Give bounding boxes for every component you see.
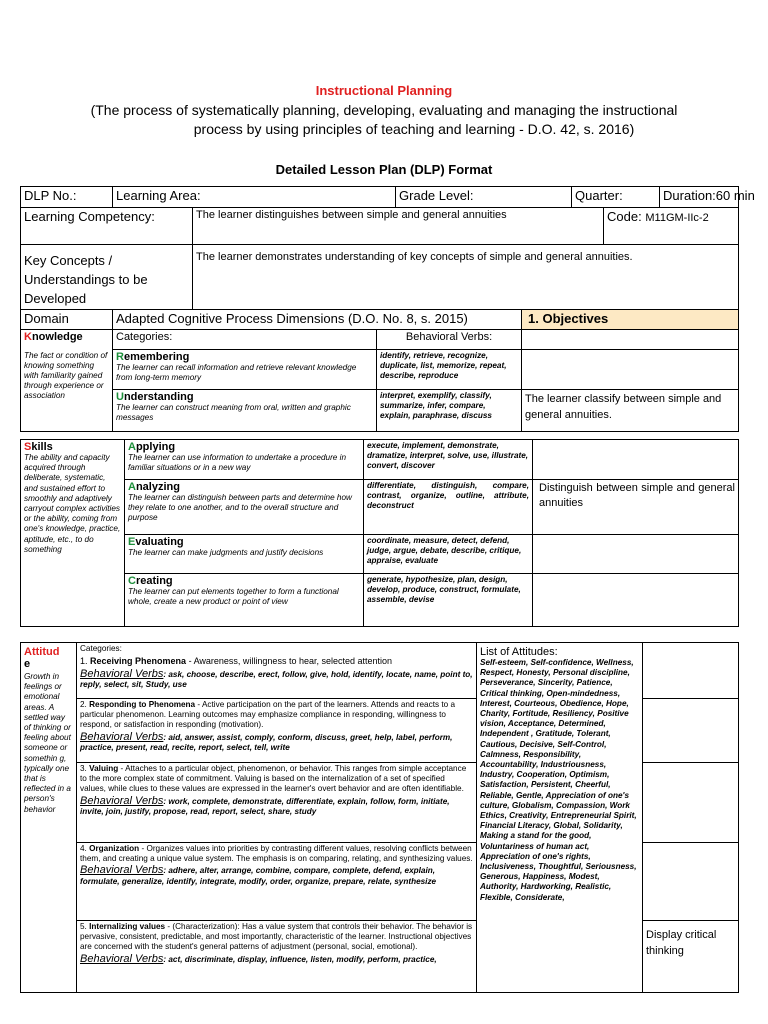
evaluating-objective [533, 535, 739, 574]
applying-cell [125, 440, 364, 480]
understanding-heading: Understanding [116, 391, 194, 403]
internalizing-values-cell [77, 921, 477, 993]
attitude-objective-blank-4 [643, 843, 739, 921]
analyzing-verbs: differentiate, distinguish, compare, contrast, organize, outline, attribute, deconstruct [364, 480, 533, 535]
analyzing-cell [125, 480, 364, 535]
attitude-objective: Display critical thinking [643, 921, 739, 993]
creating-cell [125, 574, 364, 627]
knowledge-initial: K [24, 331, 32, 343]
list-of-attitudes: Self-esteem, Self-confidence, Wellness, Respect, Honesty, Personal discipline, Perseverance, Sincerity, Patience, Critical thinking, Open-mindedness, Interest, Courteous, Obedience, Hope, Charity, Fortitude, Resiliency, Positive vision, Acceptance, Determined, Independent , Gratitude, Tolerant, Cautious, Decisive, Self-Control, Calmness, Responsibility, Accountability, Industriousness, Industry, Cooperation, Optimism, Satisfaction, Persistent, Cheerful, Reliable, Gentle, Appreciation of one's culture, Globalism, Compassion, Work Ethics, Creativity, Entrepreneurial Spirit, Financial Literacy, Global, Solidarity, Making a stand for the good, Voluntariness of human act, Appreciation of one's rights, Inclusiveness, Thoughtful, Seriousness, Generous, Happiness, Modest, Authority, Hardworking, Realistic, Flexible, Considerate, [480, 658, 637, 902]
grade-level-label: Grade Level: [396, 187, 572, 208]
creating-description: The learner can put elements together to form a functional whole, create a new product or point of view [128, 587, 339, 607]
applying-verbs: execute, implement, demonstrate, dramatize, interpret, solve, use, illustrate, convert, discover [364, 440, 533, 480]
organization: 4. Organization - Organizes values into priorities by contrasting different values, resolving conflicts between them, and creating a unique value system. The emphasis is on comparing, relating, and synthesizing values. [80, 844, 473, 864]
adapted-dimensions-label: Adapted Cognitive Process Dimensions (D.O. No. 8, s. 2015) [113, 310, 522, 330]
analyzing-objective: Distinguish between simple and general annuities [533, 480, 739, 535]
attitude-description: Growth in feelings or emotional areas. A settled way of thinking or feeling about someone or somethin g, typically one that is reflected in a person's behavior [24, 672, 71, 814]
organization-verbs: Behavioral Verbs: adhere, alter, arrange, combine, compare, complete, defend, explain, formulate, generalize, identify, integrate, modify, order, organize, prepare, relate, synthesize [80, 864, 437, 886]
applying-objective [533, 440, 739, 480]
attitudes-list-cell [477, 643, 643, 993]
learning-area-label: Learning Area: [113, 187, 396, 208]
skills-domain-cell [21, 440, 125, 627]
skills-table [20, 439, 739, 627]
evaluating-heading: Evaluating [128, 536, 184, 548]
learning-competency-value: The learner distinguishes between simple and general annuities [193, 208, 604, 245]
understanding-description: The learner can construct meaning from oral, written and graphic messages [116, 403, 351, 423]
evaluating-description: The learner can make judgments and justify decisions [128, 548, 324, 557]
objective-blank-1 [522, 330, 739, 350]
knowledge-rest: nowledge [31, 331, 83, 343]
responding-verbs: Behavioral Verbs: aid, answer, assist, comply, conform, discuss, greet, help, label, perform, practice, present, read, recite, report, select, tell, write [80, 730, 453, 752]
understanding-cell [113, 390, 377, 432]
dlp-no-label: DLP No.: [21, 187, 113, 208]
key-concepts-label: Key Concepts / Understandings to be Developed [21, 245, 193, 310]
code-label: Code: [607, 209, 642, 224]
valuing-verbs: Behavioral Verbs: work, complete, demonstrate, differentiate, explain, follow, form, initiate, invite, join, justify, propose, read, report, select, share, study [80, 794, 450, 816]
categories-label: Categories: [113, 330, 377, 350]
skills-heading: Skills [24, 441, 53, 453]
analyzing-heading: Analyzing [128, 481, 180, 493]
attitude-objective-blank-2 [643, 699, 739, 763]
categories-label: Categories: [80, 644, 122, 653]
responding-phenomena: 2. Responding to Phenomena - Active participation on the part of the learners. Attends and reacts to a particular phenomenon. Learning outcomes may emphasize compliance in responding, willingness to respond, or satisfaction in responding (motivation). [80, 700, 456, 730]
remembering-description: The learner can recall information and retrieve relevant knowledge from long-term memory [116, 363, 357, 383]
internalizing-values: 5. Internalizing values - (Characterization): Has a value system that controls their behavior. The behavior is pervasive, consistent, predictable, and most importantly, characteristic of the learner. Instructional objectives are concerned with the student's general patterns of adjustment (personal, social, emotional). [80, 922, 473, 952]
quarter-label: Quarter: [572, 187, 660, 208]
dlp-header-table [20, 186, 755, 432]
attitude-objective-blank-3 [643, 763, 739, 843]
behavioral-verbs-label: Behavioral Verbs: [377, 330, 522, 350]
subtitle-line-1: (The process of systematically planning, developing, evaluating and managing the instructional [90, 102, 678, 118]
duration-label: Duration:60 min [660, 187, 739, 208]
remembering-verbs: identify, retrieve, recognize, duplicate, list, memorize, repeat, describe, reproduce [377, 350, 522, 390]
attitude-table [20, 642, 739, 993]
remembering-objective [522, 350, 739, 390]
remembering-cell [113, 350, 377, 390]
creating-heading: Creating [128, 575, 173, 587]
receiving-verbs: Behavioral Verbs: ask, choose, describe, erect, follow, give, hold, identify, locate, name, point to, reply, select, sit, Study, use [80, 668, 473, 690]
understanding-verbs: interpret, exemplify, classify, summarize, infer, compare, explain, paraphrase, discuss [377, 390, 522, 432]
list-of-attitudes-label: List of Attitudes: [480, 646, 558, 658]
knowledge-description: The fact or condition of knowing something with familiarity gained through experience or association [21, 350, 113, 432]
applying-description: The learner can use information to undertake a procedure in familiar situations or in a new way [128, 453, 347, 473]
attitude-objective-blank-1 [643, 643, 739, 699]
code-value: M11GM-IIc-2 [645, 212, 709, 224]
internalizing-verbs: Behavioral Verbs: act, discriminate, display, influence, listen, modify, perform, practice, [80, 952, 437, 965]
analyzing-description: The learner can distinguish between parts and determine how they relate to one another, and to the overall structure and purpose [128, 493, 352, 523]
attitude-domain-cell [21, 643, 77, 993]
subtitle-line-2: process by using principles of teaching and learning - D.O. 42, s. 2016) [193, 121, 635, 137]
learning-competency-label: Learning Competency: [21, 208, 193, 245]
objectives-header: 1. Objectives [522, 310, 739, 330]
evaluating-cell [125, 535, 364, 574]
receiving-phenomena: 1. Receiving Phenomena - Awareness, willingness to hear, selected attention [80, 656, 393, 667]
page-title: Instructional Planning [315, 83, 453, 98]
valuing-cell [77, 763, 477, 843]
responding-phenomena-cell [77, 699, 477, 763]
creating-verbs: generate, hypothesize, plan, design, develop, produce, construct, formulate, assemble, devise [364, 574, 533, 627]
knowledge-heading [21, 330, 113, 350]
dlp-format-title: Detailed Lesson Plan (DLP) Format [275, 162, 493, 177]
remembering-heading: Remembering [116, 351, 190, 363]
attitude-heading: Attitud e [24, 646, 60, 670]
key-concepts-value: The learner demonstrates understanding of key concepts of simple and general annuities. [193, 245, 739, 310]
page-subtitle [0, 101, 768, 139]
evaluating-verbs: coordinate, measure, detect, defend, judge, argue, debate, describe, critique, appraise, evaluate [364, 535, 533, 574]
creating-objective [533, 574, 739, 627]
skills-description: The ability and capacity acquired through deliberate, systematic, and sustained effort to smoothly and adaptively carryout complex activities or the ability, coming from one's knowledge, practice, aptitude, etc., to do something [24, 453, 121, 554]
understanding-objective: The learner classify between simple and general annuities. [522, 390, 739, 432]
applying-heading: Applying [128, 441, 176, 453]
organization-cell [77, 843, 477, 921]
valuing: 3. Valuing - Attaches to a particular object, phenomenon, or behavior. This ranges from simple acceptance to the more complex state of commitment. Valuing is based on the internalization of a set of specified values, while clues to these values are expressed in the learner's overt behavior and are often identifiable. [80, 764, 467, 794]
receiving-phenomena-cell [77, 643, 477, 699]
code-cell [604, 208, 739, 245]
domain-label: Domain [21, 310, 113, 330]
